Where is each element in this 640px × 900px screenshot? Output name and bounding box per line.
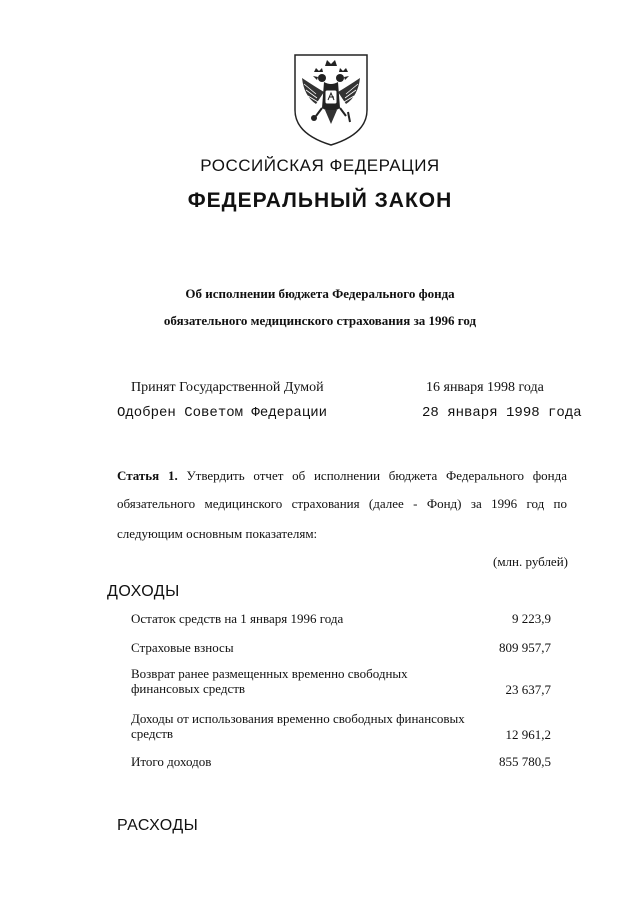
article-1-line-1 (117, 468, 567, 484)
approved-date: 28 января 1998 года (422, 405, 582, 421)
income-total-row (131, 754, 551, 770)
article-1-text: Утвердить отчет об исполнении бюджета Федерального фонда (186, 468, 568, 483)
income-row-value: 9 223,9 (512, 611, 551, 626)
adopted-date: 16 января 1998 года (426, 380, 544, 395)
adopted-by-duma-label: Принят Государственной Думой (131, 380, 324, 395)
approved-by-council-label: Одобрен Советом Федерации (117, 405, 328, 421)
income-row-label: Доходы от использования временно свободных финансовых средств (131, 711, 465, 741)
article-1-line-3: следующим основным показателям: (117, 526, 318, 541)
coat-of-arms-emblem (292, 52, 370, 148)
income-row (131, 711, 551, 743)
document-type: ФЕДЕРАЛЬНЫЙ ЗАКОН (187, 189, 453, 212)
article-1-line-2: обязательного медицинского страхования (далее - Фонд) за 1996 год по (117, 496, 567, 511)
income-row (131, 611, 551, 627)
income-row (131, 640, 551, 656)
income-row-label: Остаток средств на 1 января 1996 года (131, 611, 344, 626)
income-row-value: 12 961,2 (505, 727, 551, 742)
expenses-heading: РАСХОДЫ (117, 817, 199, 834)
income-heading: ДОХОДЫ (107, 583, 180, 600)
income-row-label: Возврат ранее размещенных временно свободных финансовых средств (131, 666, 408, 696)
article-label: Статья 1. (117, 468, 178, 483)
income-row (131, 666, 551, 698)
law-title-line-1: Об исполнении бюджета Федерального фонда (185, 286, 455, 301)
units-note: (млн. рублей) (493, 554, 568, 569)
law-title-line-2: обязательного медицинского страхования за 1996 год (163, 313, 477, 328)
income-row-label: Страховые взносы (131, 640, 234, 655)
income-total-value: 855 780,5 (499, 754, 551, 769)
income-row-value: 23 637,7 (505, 682, 551, 697)
income-row-value: 809 957,7 (499, 640, 551, 655)
income-total-label: Итого доходов (131, 754, 212, 769)
country-name: РОССИЙСКАЯ ФЕДЕРАЦИЯ (200, 156, 440, 175)
